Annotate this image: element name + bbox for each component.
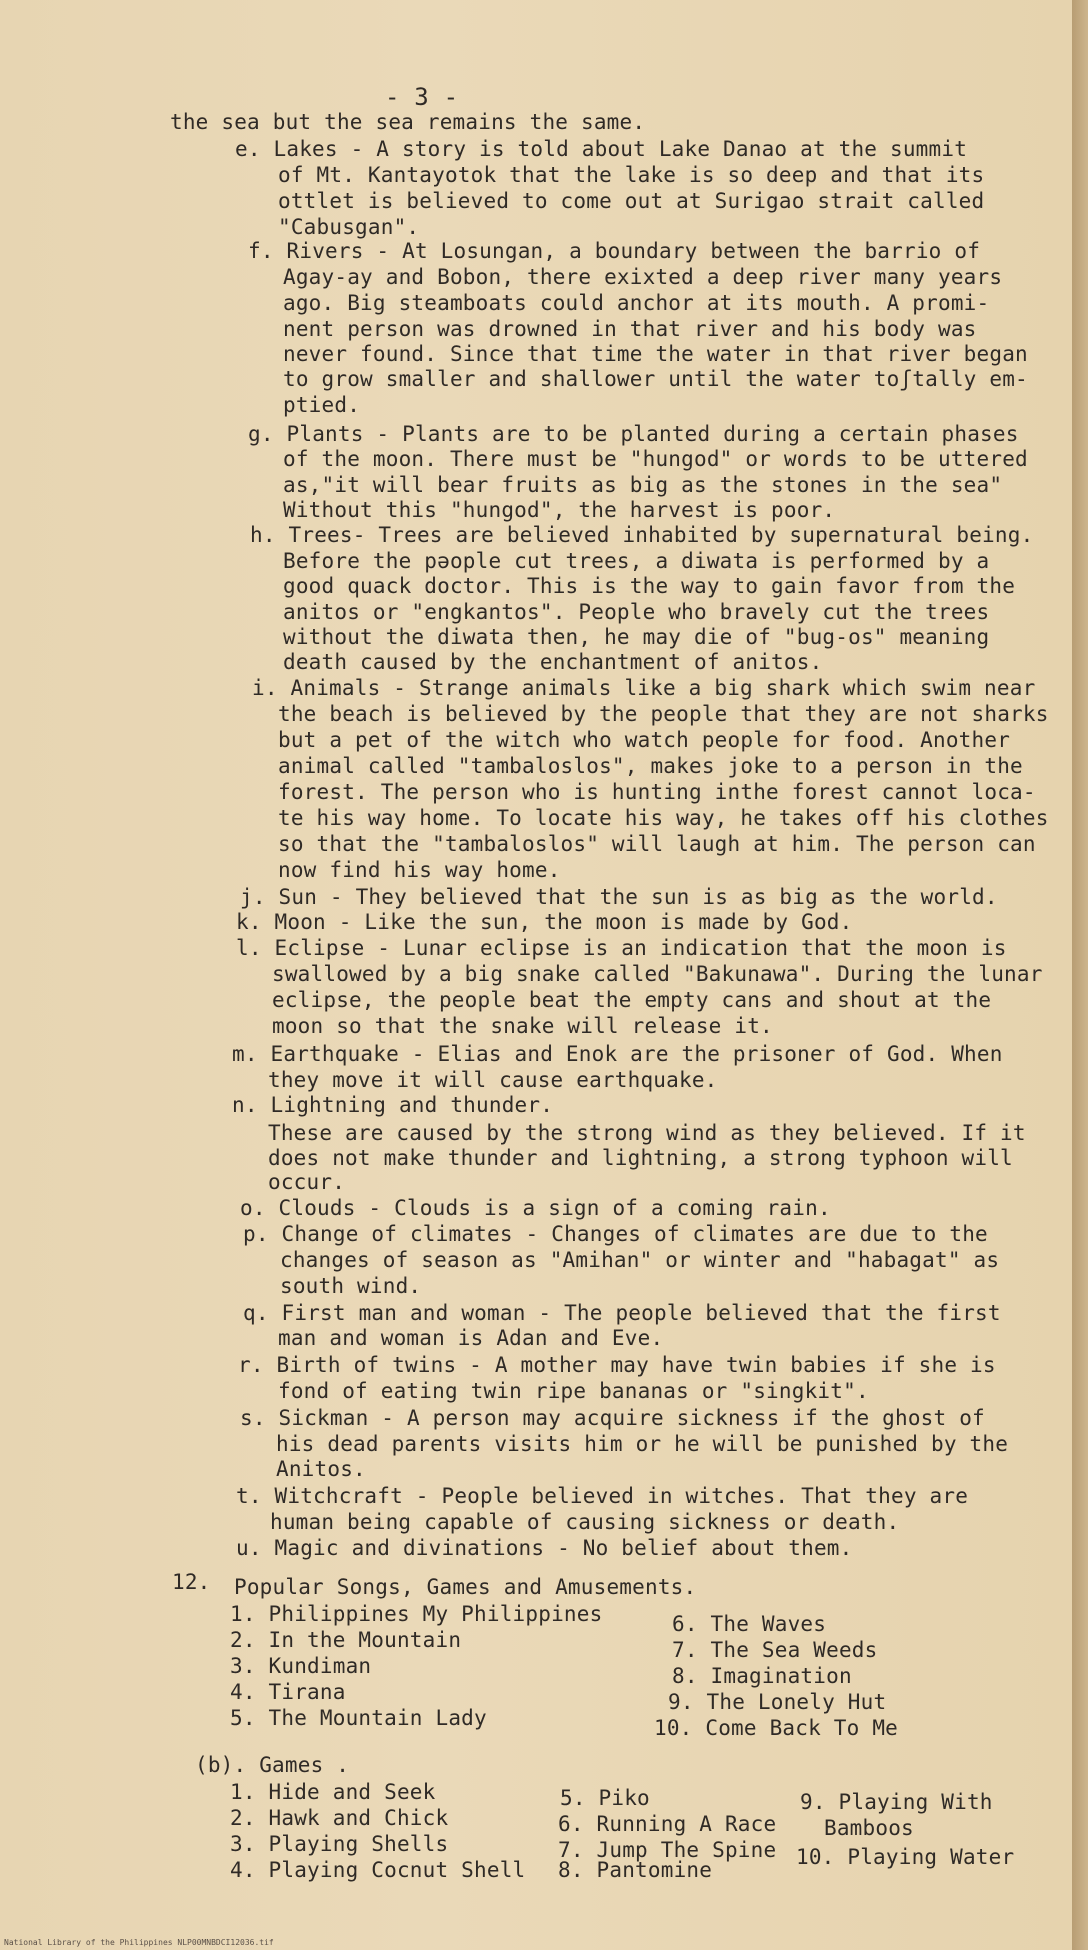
- song-item: 4. Tirana: [230, 1680, 346, 1704]
- item-eclipse: l. Eclipse - Lunar eclipse is an indication that the moon is: [236, 936, 1007, 960]
- song-item: 9. The Lonely Hut: [668, 1690, 887, 1714]
- text-line: they move it will cause earthquake.: [268, 1068, 718, 1092]
- text-line: as,"it will bear fruits as big as the stones in the sea": [283, 473, 1003, 497]
- section-heading: Popular Songs, Games and Amusements.: [234, 1575, 697, 1599]
- text-line: without the diwata then, he may die of "bug-os" meaning: [283, 625, 990, 649]
- text-line: man and woman is Adan and Eve.: [278, 1326, 664, 1350]
- item-first-man: q. First man and woman - The people believed that the first: [243, 1301, 1001, 1325]
- text-line: te his way home. To locate his way, he takes off his clothes: [278, 806, 1049, 830]
- text-line: of the moon. There must be "hungod" or words to be uttered: [283, 447, 1028, 471]
- song-item: 5. The Mountain Lady: [230, 1706, 487, 1730]
- item-climates: p. Change of climates - Changes of climates are due to the: [243, 1222, 988, 1246]
- item-lightning: n. Lightning and thunder.: [232, 1093, 554, 1117]
- text-line: does not make thunder and lightning, a strong typhoon will: [268, 1146, 1013, 1170]
- text-line: his dead parents visits him or he will be punished by the: [276, 1432, 1009, 1456]
- text-line: Before the pəople cut trees, a diwata is performed by a: [283, 549, 990, 573]
- text-line: eclipse, the people beat the empty cans and shout at the: [272, 988, 992, 1012]
- text-line: Agay-ay and Bobon, there exixted a deep river many years: [283, 265, 1003, 289]
- text-line: ago. Big steamboats could anchor at its mouth. A promi-: [283, 291, 990, 315]
- text-line: now find his way home.: [278, 858, 561, 882]
- game-item: 10. Playing Water: [796, 1845, 1015, 1869]
- item-moon: k. Moon - Like the sun, the moon is made by God.: [236, 910, 853, 934]
- text-line: animal called "tambaloslos", makes joke to a person in the: [278, 754, 1023, 778]
- item-earthquake: m. Earthquake - Elias and Enok are the prisoner of God. When: [232, 1042, 1003, 1066]
- item-sun: j. Sun - They believed that the sun is as big as the world.: [240, 885, 998, 909]
- text-line: fond of eating twin ripe bananas or "singkit".: [278, 1379, 869, 1403]
- song-item: 8. Imagination: [672, 1664, 852, 1688]
- item-sickman: s. Sickman - A person may acquire sickness if the ghost of: [240, 1406, 985, 1430]
- text-line: forest. The person who is hunting inthe forest cannot loca-: [278, 780, 1036, 804]
- game-item: 5. Piko: [560, 1786, 650, 1810]
- text-line: Anitos.: [276, 1457, 366, 1481]
- text-line: human being capable of causing sickness or death.: [270, 1510, 900, 1534]
- game-item: 2. Hawk and Chick: [230, 1806, 449, 1830]
- text-line: the sea but the sea remains the same.: [170, 110, 646, 134]
- text-line: occur.: [268, 1170, 346, 1194]
- games-heading: (b). Games .: [195, 1753, 350, 1777]
- text-line: changes of season as "Amihan" or winter and "habagat" as: [280, 1248, 1000, 1272]
- text-line: but a pet of the witch who watch people for food. Another: [278, 728, 1011, 752]
- text-line: never found. Since that time the water in that river began: [283, 342, 1028, 366]
- page-edge: [1072, 0, 1088, 1950]
- game-item: 7. Jump The Spine: [558, 1838, 777, 1862]
- text-line: "Cabusgan".: [278, 215, 420, 239]
- text-line: ptied.: [283, 393, 361, 417]
- song-item: 3. Kundiman: [230, 1654, 372, 1678]
- item-clouds: o. Clouds - Clouds is a sign of a coming rain.: [240, 1196, 831, 1220]
- text-line: good quack doctor. This is the way to gain favor from the: [283, 574, 1016, 598]
- game-item: Bamboos: [824, 1816, 914, 1840]
- item-witchcraft: t. Witchcraft - People believed in witches. That they are: [236, 1484, 969, 1508]
- text-line: nent person was drowned in that river and his body was: [283, 317, 977, 341]
- section-number: 12.: [172, 1570, 211, 1594]
- text-line: of Mt. Kantayotok that the lake is so deep and that its: [278, 163, 985, 187]
- song-item: 6. The Waves: [672, 1612, 827, 1636]
- text-line: south wind.: [280, 1274, 422, 1298]
- game-item: 3. Playing Shells: [230, 1832, 449, 1856]
- item-rivers: f. Rivers - At Losungan, a boundary between the barrio of: [248, 239, 981, 263]
- text-line: Without this "hungod", the harvest is poor.: [283, 498, 836, 522]
- item-trees: h. Trees- Trees are believed inhabited by supernatural being.: [250, 523, 1034, 547]
- item-magic: u. Magic and divinations - No belief about them.: [236, 1536, 853, 1560]
- song-item: 10. Come Back To Me: [654, 1716, 899, 1740]
- item-twins: r. Birth of twins - A mother may have twin babies if she is: [238, 1353, 996, 1377]
- game-item: 1. Hide and Seek: [230, 1780, 436, 1804]
- item-lakes: e. Lakes - A story is told about Lake Danao at the summit: [235, 137, 968, 161]
- game-item: 6. Running A Race: [558, 1812, 777, 1836]
- footer-caption: National Library of the Philippines NLP00MNBDCI12036.tif: [4, 1938, 274, 1947]
- text-line: death caused by the enchantment of anitos.: [283, 650, 823, 674]
- game-item: 8. Pantomine: [558, 1858, 713, 1882]
- text-line: ottlet is believed to come out at Surigao strait called: [278, 189, 985, 213]
- text-line: These are caused by the strong wind as they believed. If it: [268, 1121, 1026, 1145]
- text-line: the beach is believed by the people that they are not sharks: [278, 702, 1049, 726]
- song-item: 1. Philippines My Philippines: [230, 1602, 603, 1626]
- text-line: swallowed by a big snake called "Bakunawa". During the lunar: [272, 962, 1043, 986]
- song-item: 7. The Sea Weeds: [672, 1638, 878, 1662]
- game-item: 9. Playing With: [800, 1790, 993, 1814]
- item-animals: i. Animals - Strange animals like a big shark which swim near: [252, 676, 1036, 700]
- item-plants: g. Plants - Plants are to be planted during a certain phases: [248, 422, 1019, 446]
- text-line: so that the "tambaloslos" will laugh at him. The person can: [278, 832, 1036, 856]
- song-item: 2. In the Mountain: [230, 1628, 462, 1652]
- text-line: to grow smaller and shallower until the water toʃtally em-: [283, 367, 1028, 391]
- game-item: 4. Playing Cocnut Shell: [230, 1858, 526, 1882]
- text-line: anitos or "engkantos". People who bravely cut the trees: [283, 600, 990, 624]
- text-line: moon so that the snake will release it.: [272, 1014, 773, 1038]
- page-number: - 3 -: [385, 83, 459, 111]
